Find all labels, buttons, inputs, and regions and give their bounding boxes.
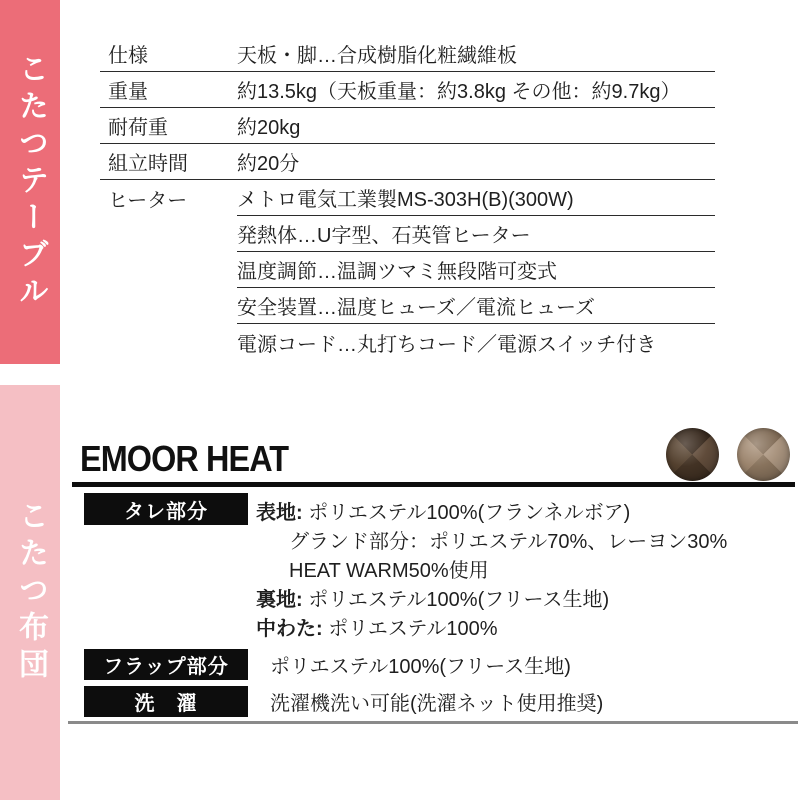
table-spec xyxy=(100,36,715,360)
label-box-wash: 洗 濯 xyxy=(84,686,248,717)
sidebar-kotatsu-table-label: こたつテーブル xyxy=(14,52,47,312)
table-row xyxy=(100,72,715,108)
label-box-tare: タレ部分 xyxy=(84,493,248,525)
spec-value: 温度調節…温調ツマミ無段階可変式 xyxy=(237,252,715,288)
table-row xyxy=(100,108,715,144)
label-box-flap: フラップ部分 xyxy=(84,649,248,680)
spec-label: 組立時間 xyxy=(108,153,188,175)
material-text: ポリエステル100%(フリース生地) xyxy=(302,589,610,611)
brand-title: EMOOR HEAT xyxy=(80,438,289,479)
spec-value: メトロ電気工業製MS-303H(B)(300W) xyxy=(237,180,715,216)
table-row xyxy=(100,324,715,360)
bottom-divider xyxy=(68,721,798,724)
sidebar-kotatsu-futon-band xyxy=(0,385,60,800)
material-head: 表地: xyxy=(256,502,303,524)
material-line xyxy=(256,528,727,557)
spec-label: 仕様 xyxy=(108,45,148,67)
sidebar-kotatsu-table-band xyxy=(0,0,60,364)
sidebar-kotatsu-futon-label: こたつ布団 xyxy=(14,500,47,685)
spec-label xyxy=(100,252,237,288)
spec-value: 安全装置…温度ヒューズ／電流ヒューズ xyxy=(237,288,715,324)
table-row xyxy=(100,144,715,180)
table-row xyxy=(100,216,715,252)
table-row xyxy=(100,180,715,216)
spec-value: 約20分 xyxy=(237,153,300,175)
spec-value: 発熱体…U字型、石英管ヒーター xyxy=(237,216,715,252)
material-line xyxy=(256,586,727,615)
fabric-swatch-dark-brown xyxy=(666,428,719,481)
spec-label: 耐荷重 xyxy=(108,117,168,139)
spec-value: 電源コード…丸打ちコード／電源スイッチ付き xyxy=(237,333,657,356)
spec-label xyxy=(100,324,237,360)
spec-label xyxy=(100,216,237,252)
material-line xyxy=(256,499,727,528)
material-head: 中わた: xyxy=(256,618,323,640)
material-line xyxy=(256,615,727,644)
material-line xyxy=(256,557,727,586)
section-divider xyxy=(72,482,795,487)
wash-instruction-value: 洗濯機洗い可能(洗濯ネット使用推奨) xyxy=(270,693,604,715)
flap-material-value: ポリエステル100%(フリース生地) xyxy=(270,656,571,678)
spec-label xyxy=(100,288,237,324)
material-text: グランド部分：ポリエステル70%、レーヨン30% xyxy=(289,531,728,553)
fabric-swatch-light-brown xyxy=(737,428,790,481)
spec-value: 天板・脚…合成樹脂化粧繊維板 xyxy=(237,45,517,67)
material-text: HEAT WARM50%使用 xyxy=(289,560,489,582)
table-row xyxy=(100,252,715,288)
spec-value: 約13.5kg（天板重量：約3.8kg その他：約9.7kg） xyxy=(237,81,681,103)
material-text: ポリエステル100%(フランネルボア) xyxy=(302,502,631,524)
table-row xyxy=(100,36,715,72)
spec-label: ヒーター xyxy=(108,189,188,212)
spec-value: 約20kg xyxy=(237,117,301,139)
tare-material-lines xyxy=(256,499,727,644)
spec-label: 重量 xyxy=(108,81,148,103)
material-text: ポリエステル100% xyxy=(322,618,498,640)
table-row xyxy=(100,288,715,324)
material-head: 裏地: xyxy=(256,589,303,611)
